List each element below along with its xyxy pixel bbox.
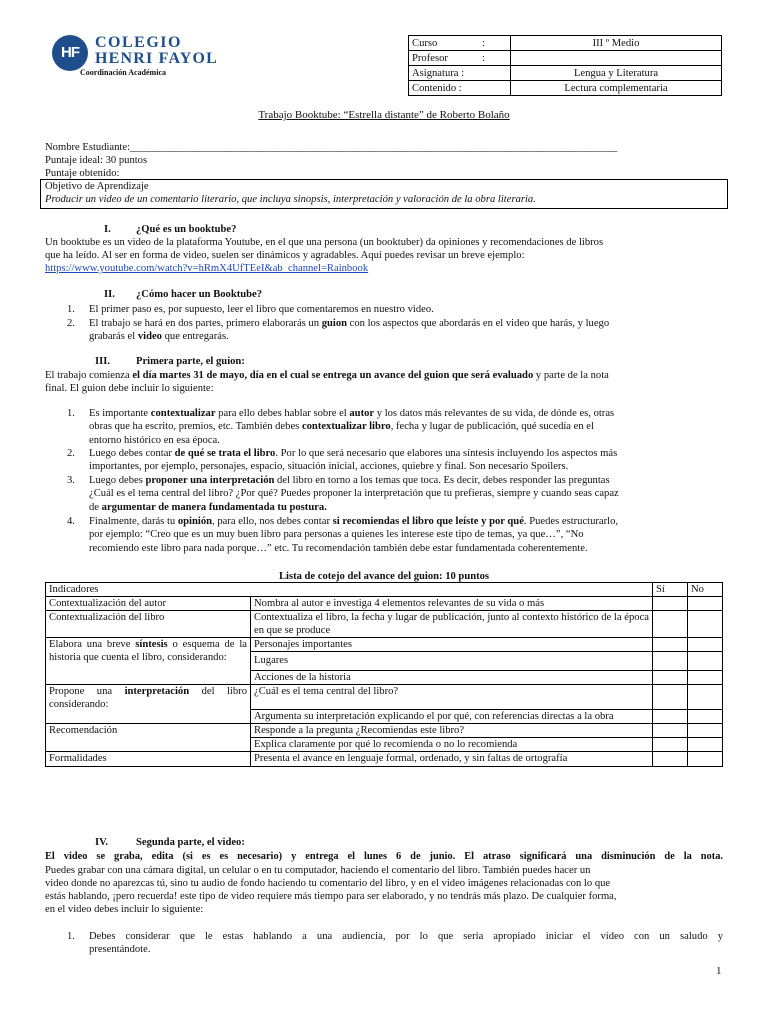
- table-row: [46, 583, 723, 597]
- school-name-line1: COLEGIO: [95, 34, 182, 51]
- table-row: Argumenta su interpretación explicando el por qué, con referencias directas a la obra: [46, 710, 723, 724]
- info-row: [409, 81, 722, 96]
- info-row: [409, 66, 722, 81]
- info-label: Asignatura :: [409, 66, 511, 81]
- checkbox-no[interactable]: [688, 671, 723, 685]
- checkbox-yes[interactable]: [653, 652, 688, 671]
- document-title: Trabajo Booktube: “Estrella distante” de Roberto Bolaño: [258, 109, 510, 121]
- table-row: Contextualización del libro Contextualiza el libro, la fecha y lugar de publicación, junto al contexto histórico de la época en que se produce: [46, 611, 723, 638]
- info-value: [511, 51, 722, 66]
- checkbox-no[interactable]: [688, 752, 723, 767]
- checkbox-yes[interactable]: [653, 752, 688, 767]
- checkbox-no[interactable]: [688, 710, 723, 724]
- school-department: Coordinación Académica: [80, 68, 166, 77]
- list-item: 1. Debes considerar que le estas hablando a una audiencia, por lo que sería apropiado iniciar el video con un saludo y presentándote.: [67, 931, 723, 956]
- checkbox-yes[interactable]: [653, 724, 688, 738]
- obtained-score: Puntaje obtenido:: [45, 168, 120, 179]
- checklist-title: Lista de cotejo del avance del guion: 10 puntos: [278, 571, 490, 582]
- checkbox-no[interactable]: [688, 611, 723, 638]
- table-row: Formalidades Presenta el avance en lenguaje formal, ordenado, y sin faltas de ortografía: [46, 752, 723, 767]
- checkbox-yes[interactable]: [653, 738, 688, 752]
- section-4-text-4: en el video debes incluir lo siguiente:: [45, 904, 204, 915]
- checkbox-no[interactable]: [688, 724, 723, 738]
- table-row: Elabora una breve síntesis o esquema de la historia que cuenta el libro, considerando: Personajes importantes: [46, 638, 723, 652]
- ideal-score: Puntaje ideal: 30 puntos: [45, 155, 148, 166]
- section-4-number: IV.: [95, 837, 109, 848]
- example-video-link[interactable]: https://www.youtube.com/watch?v=hRmX4UfTEeI&ab_channel=Rainbook: [45, 263, 369, 274]
- list-item: 3. Luego debes proponer una interpretación del libro en torno a los temas que toca. Es decir, debes responder las preguntas ¿Cuál es el tema central del libro? ¿Por qué? Puedes proponer la interpretación que tu prefieras, siempre y cuando seas capaz de argumentar de manera fundamentada tu postura.: [67, 475, 619, 513]
- header-yes: Sí: [653, 583, 688, 597]
- checkbox-yes[interactable]: [653, 597, 688, 611]
- school-logo-icon: [52, 35, 88, 71]
- section-4-text-2: video donde no aparezcas tú, sino tu audio de fondo haciendo tu comentario del libro, y en el video imágenes relacionadas con lo que: [45, 878, 611, 889]
- info-value: Lectura complementaria: [511, 81, 722, 96]
- list-item: 4. Finalmente, darás tu opinión, para ello, nos debes contar si recomiendas el libro que leíste y por qué. Puedes estructurarlo, por ejemplo: “Creo que es un muy buen libro para personas a quienes les interese este tipo de temas, ya que…”, “No recomiendo este libro para nada porque…” etc. Tu recomendación también debe estar fundamentada coherentemente.: [67, 516, 619, 554]
- checkbox-yes[interactable]: [653, 685, 688, 710]
- section-3-intro-2: final. El guion debe incluir lo siguiente:: [45, 383, 214, 394]
- info-sep: :: [479, 51, 511, 66]
- checkbox-yes[interactable]: [653, 710, 688, 724]
- section-4-deadline: El video se graba, edita (si es es necesario) y entrega el lunes 6 de junio. El atraso significará una disminución de la nota.: [45, 851, 723, 862]
- list-item: 1. El primer paso es, por supuesto, leer el libro que comentaremos en nuestro video.: [67, 304, 434, 315]
- list-item: 1. Es importante contextualizar para ello debes hablar sobre el autor y los datos más relevantes de su vida, de dónde es, otras obras que ha escrito, premios, etc. También debes contextualizar libro, fecha y lugar de publicación, qué sucedía en el entorno histórico en esa época.: [67, 408, 615, 446]
- course-info-table: [408, 35, 722, 96]
- info-label: Contenido :: [409, 81, 511, 96]
- table-row: Recomendación Responde a la pregunta ¿Recomiendas este libro?: [46, 724, 723, 738]
- checkbox-no[interactable]: [688, 738, 723, 752]
- section-3-intro: El trabajo comienza el día martes 31 de mayo, día en el cual se entrega un avance del guion que será evaluado y parte de la nota: [45, 370, 609, 381]
- info-sep: :: [479, 36, 511, 51]
- objective-box: [40, 179, 728, 209]
- checkbox-no[interactable]: [688, 652, 723, 671]
- student-name-field: Nombre Estudiante:____________________________________________________________________________________________: [45, 142, 618, 153]
- checkbox-no[interactable]: [688, 597, 723, 611]
- objective-label: Objetivo de Aprendizaje: [45, 181, 149, 192]
- header-no: No: [688, 583, 723, 597]
- table-row: Acciones de la historia: [46, 671, 723, 685]
- list-item: 2. El trabajo se hará en dos partes, primero elaborarás un guion con los aspectos que abordarás en el video que harás, y luego grabarás el video que entregarás.: [67, 318, 610, 343]
- section-3-title: Primera parte, el guion:: [136, 356, 245, 367]
- table-row: Contextualización del autor Nombra al autor e investiga 4 elementos relevantes de su vida o más: [46, 597, 723, 611]
- info-label: Curso: [409, 36, 480, 51]
- info-value: Lengua y Literatura: [511, 66, 722, 81]
- section-4-title: Segunda parte, el video:: [136, 837, 245, 848]
- checkbox-yes[interactable]: [653, 611, 688, 638]
- info-value: III º Medio: [511, 36, 722, 51]
- section-1-number: I.: [104, 224, 111, 235]
- checkbox-no[interactable]: [688, 685, 723, 710]
- section-2-title: ¿Cómo hacer un Booktube?: [136, 289, 263, 300]
- section-3-number: III.: [95, 356, 111, 367]
- list-item: 2. Luego debes contar de qué se trata el libro. Por lo que será necesario que elabores una síntesis incluyendo los aspectos más importantes, por ejemplo, personajes, espacio, situación inicial, acciones, quiebre y final. Son necesario Spoilers.: [67, 448, 618, 473]
- school-name-line2: HENRI FAYOL: [95, 50, 218, 67]
- section-1-title: ¿Qué es un booktube?: [136, 224, 237, 235]
- section-2-number: II.: [104, 289, 115, 300]
- info-row: [409, 36, 722, 51]
- table-row: Explica claramente por qué lo recomienda o no lo recomienda: [46, 738, 723, 752]
- section-1-text-1: Un booktube es un video de la plataforma Youtube, en el que una persona (un booktuber) da opiniones y recomendaciones de libros: [45, 237, 604, 248]
- checkbox-yes[interactable]: [653, 671, 688, 685]
- checkbox-yes[interactable]: [653, 638, 688, 652]
- section-4-text-1: Puedes grabar con una cámara digital, un celular o en tu computador, haciendo el comentario del libro. También puedes hacer un: [45, 865, 591, 876]
- objective-text: Producir un video de un comentario literario, que incluya sinopsis, interpretación y valoración de la obra literaria.: [45, 194, 536, 205]
- checklist-table: [45, 582, 723, 767]
- section-4-text-3: estás hablando, ¡pero recuerda! este tipo de video requiere más tiempo para ser elaborado, y no tendrás más plazo. De cualquier forma,: [45, 891, 617, 902]
- checkbox-no[interactable]: [688, 638, 723, 652]
- page-number: 1: [716, 965, 722, 977]
- header-indicators: Indicadores: [46, 583, 653, 597]
- table-row: Propone una interpretación del libro considerando: ¿Cuál es el tema central del libro?: [46, 685, 723, 710]
- section-1-text-2: que ha leído. Al ser en forma de video, suelen ser dinámicos y agradables. Aquí puedes revisar un breve ejemplo:: [45, 250, 525, 261]
- info-row: [409, 51, 722, 66]
- logo-initials: HF: [61, 44, 79, 62]
- info-label: Profesor: [409, 51, 480, 66]
- table-row: Lugares: [46, 652, 723, 671]
